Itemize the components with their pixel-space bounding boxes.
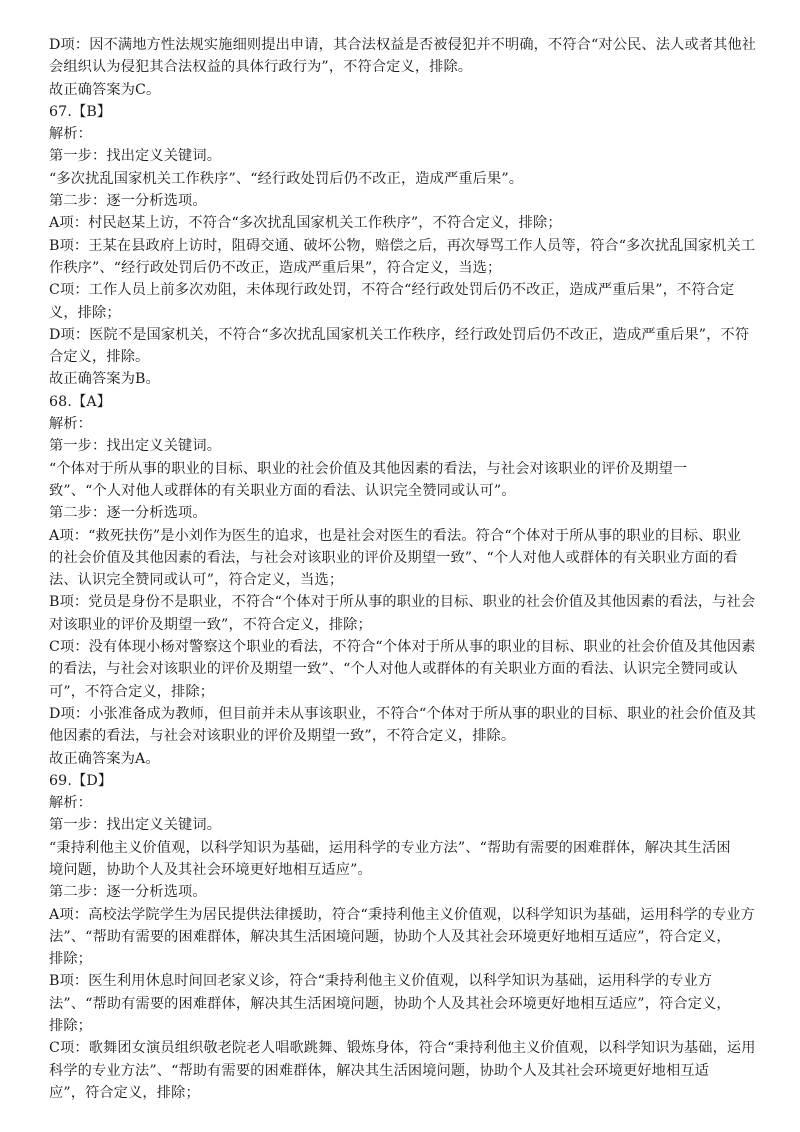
text-line: 解析： — [49, 416, 93, 433]
text-line: 69.【D】 — [49, 772, 113, 789]
text-line: D项：因不满地方性法规实施细则提出申请，其合法权益是否被侵犯并不明确，不符合“对公民、法人或者其他社 — [49, 37, 757, 53]
text-line: 第二步：逐一分析选项。 — [49, 505, 207, 522]
text-line: A项：高校法学院学生为居民提供法律援助，符合“秉持利他主义价值观，以科学知识为基础，运用科学的专业方 — [49, 906, 756, 923]
text-line: 故正确答案为C。 — [49, 81, 161, 98]
text-line: 第二步：逐一分析选项。 — [49, 193, 207, 210]
text-line: 排除； — [49, 1018, 93, 1035]
text-line: 故正确答案为A。 — [49, 750, 160, 767]
text-line: 第一步：找出定义关键词。 — [49, 438, 222, 455]
text-line: 法、认识完全赞同或认可”，符合定义，当选； — [49, 572, 344, 589]
text-line: 第一步：找出定义关键词。 — [49, 817, 222, 834]
text-line: C项：没有体现小杨对警察这个职业的看法，不符合“个体对于所从事的职业的目标、职业的社会价值及其他因素 — [49, 639, 756, 656]
text-line: A项：“救死扶伤”是小刘作为医生的追求，也是社会对医生的看法。符合“个体对于所从事的职业的目标、职业 — [49, 527, 742, 544]
text-line: 义，排除； — [49, 304, 121, 321]
text-line: 67.【B】 — [49, 103, 112, 120]
text-line: 应”，符合定义，排除； — [49, 1084, 200, 1101]
text-line: D项：医院不是国家机关，不符合“多次扰乱国家机关工作秩序，经行政处罚后仍不改正，造成严重后果”，不符 — [49, 326, 750, 343]
text-line: 作秩序”、“经行政处罚后仍不改正，造成严重后果”，符合定义，当选； — [49, 259, 502, 276]
text-line: 对该职业的评价及期望一致”，不符合定义，排除； — [49, 616, 372, 633]
text-line: C项：工作人员上前多次劝阻，未体现行政处罚，不符合“经行政处罚后仍不改正，造成严重后果”，不符合定 — [49, 282, 735, 299]
text-line: “个体对于所从事的职业的目标、职业的社会价值及其他因素的看法，与社会对该职业的评价及期望一 — [49, 460, 688, 477]
document-body — [49, 34, 759, 1104]
text-line: 致”、“个人对他人或群体的有关职业方面的看法、认识完全赞同或认可”。 — [49, 482, 516, 499]
text-line: 的社会价值及其他因素的看法，与社会对该职业的评价及期望一致”、“个人对他人或群体的有关职业方面的看 — [49, 549, 738, 566]
text-line: 法”、“帮助有需要的困难群体，解决其生活困境问题，协助个人及其社会环境更好地相互适应”，符合定义， — [49, 995, 731, 1012]
text-line: A项：村民赵某上访，不符合“多次扰乱国家机关工作秩序”，不符合定义，排除； — [49, 215, 562, 232]
text-line: 科学的专业方法”、“帮助有需要的困难群体，解决其生活困境问题，协助个人及其社会环境更好地相互适 — [49, 1062, 709, 1079]
text-line: B项：党员是身份不是职业，不符合“个体对于所从事的职业的目标、职业的社会价值及其他因素的看法，与社会 — [49, 594, 756, 611]
text-line: 的看法，与社会对该职业的评价及期望一致”、“个人对他人或群体的有关职业方面的看法、认识完全赞同或认 — [49, 661, 738, 678]
text-line: 排除； — [49, 951, 93, 968]
text-line: 境问题，协助个人及其社会环境更好地相互适应”。 — [49, 861, 372, 878]
text-line: 合定义，排除。 — [49, 349, 150, 366]
text-line: 解析： — [49, 795, 93, 812]
text-line: B项：王某在县政府上访时，阻碍交通、破坏公物，赔偿之后，再次辱骂工作人员等，符合“多次扰乱国家机关工 — [49, 237, 756, 254]
text-line: “秉持利他主义价值观，以科学知识为基础，运用科学的专业方法”、“帮助有需要的困难群体，解决其生活困 — [49, 839, 731, 856]
text-line: 法”、“帮助有需要的困难群体，解决其生活困境问题，协助个人及其社会环境更好地相互适应”，符合定义， — [49, 928, 731, 945]
text-line: B项：医生利用休息时间回老家义诊，符合“秉持利他主义价值观，以科学知识为基础，运用科学的专业方 — [49, 973, 713, 990]
text-line: 第二步：逐一分析选项。 — [49, 884, 207, 901]
text-line: “多次扰乱国家机关工作秩序”、“经行政处罚后仍不改正，造成严重后果”。 — [49, 170, 524, 187]
text-line: D项：小张准备成为教师，但目前并未从事该职业，不符合“个体对于所从事的职业的目标、职业的社会价值及其 — [49, 705, 757, 722]
text-line: C项：歌舞团女演员组织敬老院老人唱歌跳舞、锻炼身体，符合“秉持利他主义价值观，以科学知识为基础，运用 — [49, 1040, 756, 1057]
text-line: 故正确答案为B。 — [49, 371, 160, 388]
text-line: 他因素的看法，与社会对该职业的评价及期望一致”，不符合定义，排除。 — [49, 728, 516, 745]
text-line: 可”，不符合定义，排除； — [49, 683, 215, 700]
text-line: 68.【A】 — [49, 393, 112, 410]
text-line: 解析： — [49, 126, 93, 143]
text-line: 会组织认为侵犯其合法权益的具体行政行为”，不符合定义，排除。 — [49, 59, 473, 76]
text-line: 第一步：找出定义关键词。 — [49, 148, 222, 165]
